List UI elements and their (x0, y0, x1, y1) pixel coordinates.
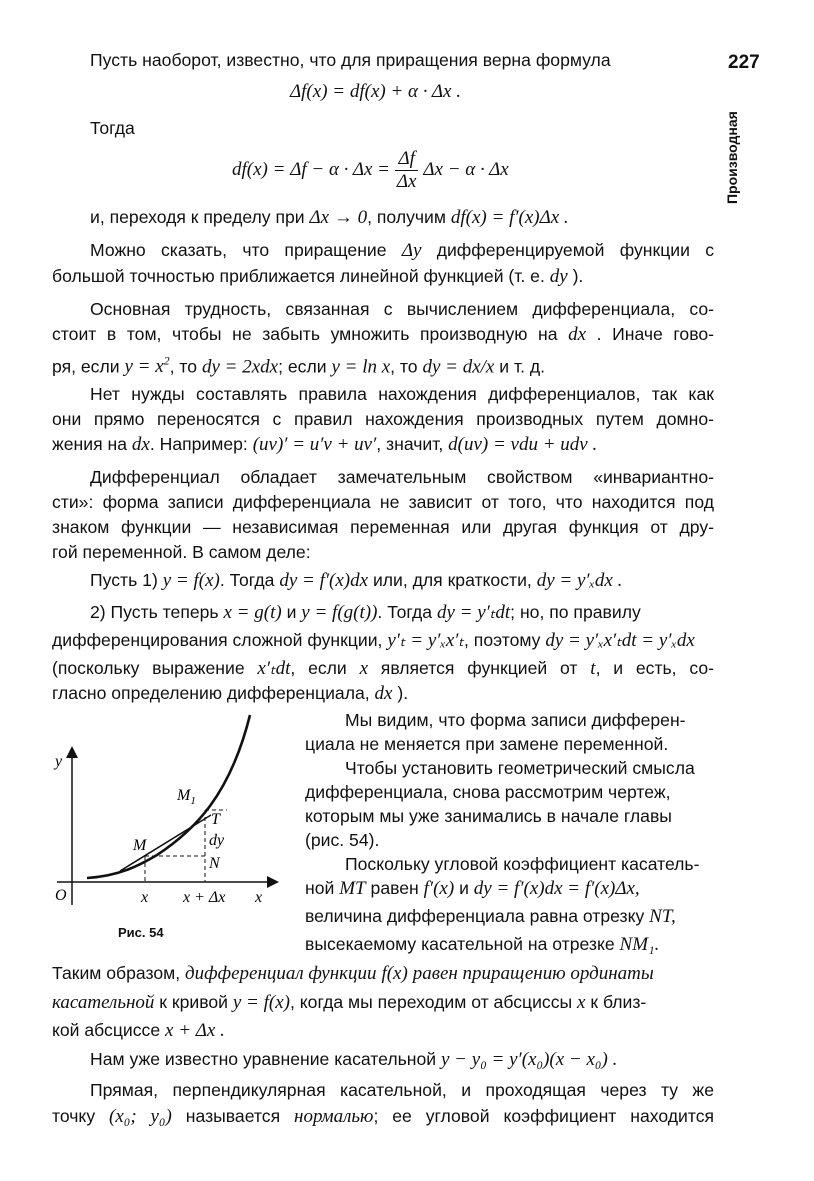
math-span: f(x) (381, 963, 408, 984)
math-span: y − y₀ = y′(x₀)(x − x₀) . (441, 1049, 618, 1070)
math-span: y = f(x) (162, 570, 220, 591)
math-span: x = g(t) (223, 602, 282, 623)
text-line: которым мы уже занимались в начале главы (305, 806, 672, 826)
math-span: d(uv) = vdu + udv . (448, 434, 598, 455)
text-span: Можно сказать, что приращение (90, 240, 387, 260)
math-base: y = x (124, 356, 164, 378)
math-span: dy = f′(x)dx = f′(x)Δx, (473, 878, 640, 899)
text-line: дифференциала, снова рассмотрим чертеж, (305, 782, 671, 802)
text-span: , и есть, со- (595, 658, 715, 678)
text-span: равен (370, 878, 419, 898)
superscript: 2 (163, 354, 170, 368)
math-span: x + Δx . (165, 1020, 225, 1041)
text-span: ря, если (52, 356, 120, 377)
math-span: dx (374, 683, 393, 704)
math-span: y = f(x) (232, 992, 290, 1013)
text-span: к кривой (159, 992, 228, 1012)
formula-lhs: df(x) = Δf − α · Δx = (232, 159, 390, 181)
text-span: является функцией от (380, 658, 578, 678)
text-span: Таким образом, (52, 963, 181, 983)
label-M1-sub: 1 (190, 795, 196, 807)
text-span: . Иначе гово- (596, 324, 715, 344)
emphasis-span: касательной (52, 992, 155, 1013)
math-span: x (577, 992, 586, 1013)
text-line (52, 1020, 225, 1041)
text-span: ; но, по правилу (510, 602, 641, 622)
label-M1 (176, 787, 196, 807)
text-line (90, 207, 569, 228)
text-span: кой абсциссе (52, 1020, 161, 1040)
math-span: dy = y′ₜdt (436, 602, 511, 623)
math-span: dy = y′ₓdx . (536, 570, 623, 591)
running-head-side: Производная (724, 111, 740, 204)
formula-rhs: Δx − α · Δx (423, 159, 509, 181)
text-span: и (286, 602, 297, 622)
text-span: , значит, (376, 434, 444, 454)
math-span: (x₀; y₀) (109, 1106, 172, 1127)
math-span: f′(x) (423, 878, 455, 899)
text-span: высекаемому касательной на отрезке (305, 934, 615, 954)
math-span: dy = y′ₓx′ₜdt = y′ₓdx (545, 630, 695, 651)
text-line: Чтобы установить геометрический смысла (345, 758, 695, 778)
text-span: ). (572, 266, 584, 286)
label-T: T (211, 811, 220, 828)
label-dy: dy (209, 832, 225, 849)
label-x-tick-2: x + Δx (183, 889, 226, 906)
text-span: , если (290, 658, 347, 678)
text-line: сти»: форма записи дифференциала не зависит от того, что находится под (52, 492, 714, 512)
text-span: . Тогда (219, 570, 275, 590)
text-line (52, 324, 714, 345)
math-span: x′ₜdt (257, 658, 291, 679)
text-span: к близ- (590, 992, 647, 1012)
text-span: , получим (367, 207, 446, 227)
page-number: 227 (728, 52, 760, 73)
text-line (52, 992, 646, 1013)
figure-54 (45, 700, 300, 920)
text-line: циала не меняется при замене переменной. (305, 734, 669, 754)
text-line: (рис. 54). (305, 830, 380, 850)
text-span: . Например: (149, 434, 248, 454)
text-span: стоит в том, чтобы не забыть умножить производную на (52, 324, 558, 344)
text-line: Пусть наоборот, известно, что для приращения верна формула (90, 50, 611, 70)
text-span: Нам уже известно уравнение касательной (90, 1049, 437, 1069)
text-span: . Тогда (377, 602, 433, 622)
text-line: Нет нужды составлять правила нахождения дифференциалов, так как (90, 384, 714, 404)
text-span: , то (390, 356, 418, 377)
text-then: Тогда (90, 118, 135, 138)
figure-caption: Рис. 54 (118, 925, 164, 940)
text-line (90, 1049, 617, 1070)
text-span: 2) Пусть теперь (90, 602, 219, 622)
text-line (305, 934, 659, 955)
math-span: dx (131, 434, 150, 455)
text-span: ; ее угловой коэффициент находится (373, 1106, 715, 1126)
emphasis-span: равен приращению ординаты (412, 963, 654, 984)
math-span: x (359, 658, 368, 679)
text-line (305, 878, 640, 899)
math-span: dx (568, 324, 587, 345)
text-span: (поскольку выражение (52, 658, 245, 678)
text-line: знаком функции — независимая переменная или другая функция от дру- (52, 517, 714, 537)
curve (87, 715, 250, 878)
label-origin: O (55, 887, 67, 904)
math-span (124, 356, 169, 377)
text-span: большой точностью приближается линейной функцией (т. е. (52, 266, 545, 286)
text-line (305, 906, 676, 927)
text-span: величина дифференциала равна отрезку (305, 906, 645, 926)
text-span: дифференцируемой функции с (436, 240, 715, 260)
math-span: y = f(g(t)) (301, 602, 378, 623)
text-line: Дифференциал обладает замечательным свойством «инвариантно- (90, 467, 714, 487)
math-span: MT (339, 878, 366, 899)
emphasis-span: дифференциал функции (185, 963, 377, 984)
text-line (52, 1106, 714, 1127)
text-span: жения на (52, 434, 128, 454)
emphasis-span: нормалью (294, 1106, 374, 1127)
text-span: и (459, 878, 469, 898)
text-span: или, для краткости, (372, 570, 532, 590)
fraction-numerator: Δf (395, 148, 419, 171)
label-x-tick-1: x (141, 889, 149, 906)
math-span: y = ln x (331, 356, 391, 378)
text-line: они прямо переносятся с правил нахождения производных путем домно- (52, 409, 714, 429)
math-span: dy (549, 266, 568, 287)
text-line: Поскольку угловой коэффициент касатель- (345, 854, 700, 874)
text-line: Прямая, перпендикулярная касательной, и проходящая через ту же (90, 1080, 714, 1100)
text-line (52, 434, 597, 455)
text-line (52, 351, 545, 377)
text-line: гой переменной. В самом деле: (52, 542, 311, 562)
text-span: ; если (278, 356, 327, 377)
text-line (52, 266, 583, 287)
label-N: N (209, 855, 220, 872)
label-M1-base: M (177, 787, 191, 804)
text-span: Пусть 1) (90, 570, 158, 590)
text-span: точку (52, 1106, 96, 1126)
text-span: называется (185, 1106, 281, 1126)
text-line (52, 630, 695, 651)
text-line: Мы видим, что форма записи дифферен- (345, 710, 686, 730)
text-line (90, 570, 622, 591)
text-line (52, 658, 714, 679)
label-x-axis: x (255, 889, 263, 906)
text-line (90, 240, 714, 261)
fraction (395, 148, 419, 193)
math-span: dy = f′(x)dx (279, 570, 369, 591)
text-span: , то (169, 356, 198, 377)
math-span: NT, (649, 906, 676, 927)
text-span: ной (305, 878, 335, 898)
math-span: NM₁. (619, 934, 660, 955)
math-span: Δy (401, 240, 422, 261)
text-span: и т. д. (499, 356, 546, 377)
label-M: M (133, 837, 147, 854)
math-span: y′ₜ = y′ₓx′ₜ (387, 630, 465, 651)
text-line (52, 963, 654, 984)
text-span: , поэтому (464, 630, 541, 650)
text-span: дифференцирования сложной функции, (52, 630, 383, 650)
math-span: df(x) = f′(x)Δx . (450, 207, 569, 228)
text-span: гласно определению дифференциала, (52, 683, 370, 703)
fraction-denominator: Δx (396, 171, 417, 192)
label-y-axis: y (55, 753, 63, 770)
text-span: ). (397, 683, 409, 703)
text-line (90, 602, 641, 623)
text-line: Основная трудность, связанная с вычислением дифференциала, со- (90, 299, 714, 319)
math-span: dy = 2xdx (201, 356, 279, 378)
text-span: , когда мы переходим от абсциссы (289, 992, 573, 1012)
math-span: Δx → 0 (309, 207, 368, 228)
math-span: dy = dx/x (422, 356, 495, 378)
math-span: t (590, 658, 596, 679)
text-span: и, переходя к пределу при (90, 207, 305, 227)
formula-increment: Δf(x) = df(x) + α · Δx . (290, 81, 461, 102)
math-span: (uv)′ = u′v + uv′ (252, 434, 377, 455)
formula-differential (232, 148, 509, 193)
